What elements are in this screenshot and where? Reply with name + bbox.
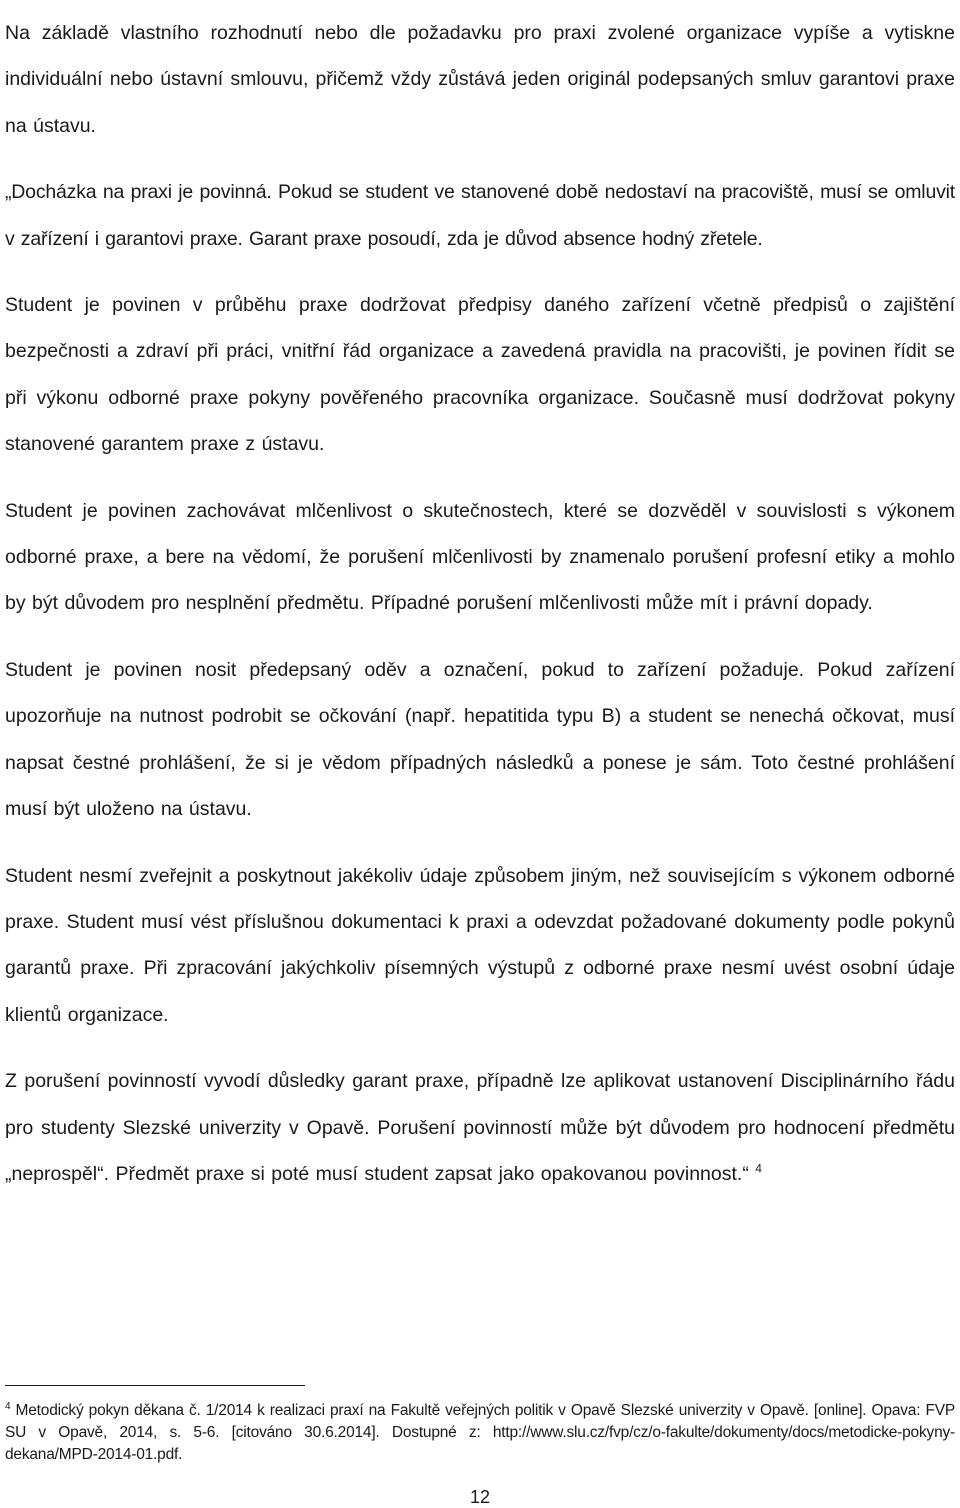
footnote (5, 1400, 955, 1466)
document-body (5, 0, 955, 1197)
footnote-number: 4 (5, 1400, 11, 1412)
footnote-reference: 4 (755, 1161, 762, 1176)
paragraph-consequences-text: Z porušení povinností vyvodí důsledky garant praxe, případně lze aplikovat ustanovení Disciplinárního řádu pro studenty Slezské univerzity v Opavě. Porušení povinností může být důvodem pro hodnocení předmětu „neprospěl“. Předmět praxe si poté musí student zapsat jako opakovanou povinnost.“ (5, 1070, 955, 1185)
paragraph-consequences (5, 1058, 955, 1197)
paragraph-confidentiality: Student je povinen zachovávat mlčenlivost o skutečnostech, které se dozvěděl v souvislosti s výkonem odborné praxe, a bere na vědomí, že porušení mlčenlivosti by znamenalo porušení profesní etiky a mohlo by být důvodem pro nesplnění předmětu. Případné porušení mlčenlivosti může mít i právní dopady. (5, 499, 955, 615)
paragraph-contract: Na základě vlastního rozhodnutí nebo dle požadavku pro praxi zvolené organizace vypíše a vytiskne individuální nebo ústavní smlouvu, přičemž vždy zůstává jeden originál podepsaných smluv garantovi praxe na ústavu. (5, 22, 955, 137)
footnote-separator (5, 1385, 305, 1386)
paragraph-attendance: „Docházka na praxi je povinná. Pokud se student ve stanovené době nedostaví na pracoviště, musí se omluvit v zařízení i garantovi praxe. Garant praxe posoudí, zda je důvod absence hodný zřetele. (5, 181, 955, 250)
paragraph-personal-data: Student nesmí zveřejnit a poskytnout jakékoliv údaje způsobem jiným, než souvisejícím s výkonem odborné praxe. Student musí vést příslušnou dokumentaci k praxi a odevzdat požadované dokumenty podle pokynů garantů praxe. Při zpracování jakýchkoliv písemných výstupů z odborné praxe nesmí uvést osobní údaje klientů organizace. (5, 864, 955, 1026)
page-number: 12 (469, 1487, 491, 1507)
paragraph-clothing-vaccination: Student je povinen nosit předepsaný oděv a označení, pokud to zařízení požaduje. Pokud zařízení upozorňuje na nutnost podrobit se očkování (např. hepatitida typu B) a student se nenechá očkovat, musí napsat čestné prohlášení, že si je vědom případných následků a ponese je sám. Toto čestné prohlášení musí být uloženo na ústavu. (5, 658, 955, 821)
paragraph-regulations: Student je povinen v průběhu praxe dodržovat předpisy daného zařízení včetně předpisů o zajištění bezpečnosti a zdraví při práci, vnitřní řád organizace a zavedená pravidla na pracovišti, je povinen řídit se při výkonu odborné praxe pokyny pověřeného pracovníka organizace. Současně musí dodržovat pokyny stanovené garantem praxe z ústavu. (5, 294, 955, 456)
footnote-text: Metodický pokyn děkana č. 1/2014 k realizaci praxí na Fakultě veřejných politik v Opavě Slezské univerzity v Opavě. [online]. Opava: FVP SU v Opavě, 2014, s. 5-6. [citováno 30.6.2014]. Dostupné z: http://www.slu.cz/fvp/cz/o-fakulte/dokumenty/docs/metodicke-pokyny-dekana/MPD-2014-01.pdf. (5, 1402, 956, 1463)
